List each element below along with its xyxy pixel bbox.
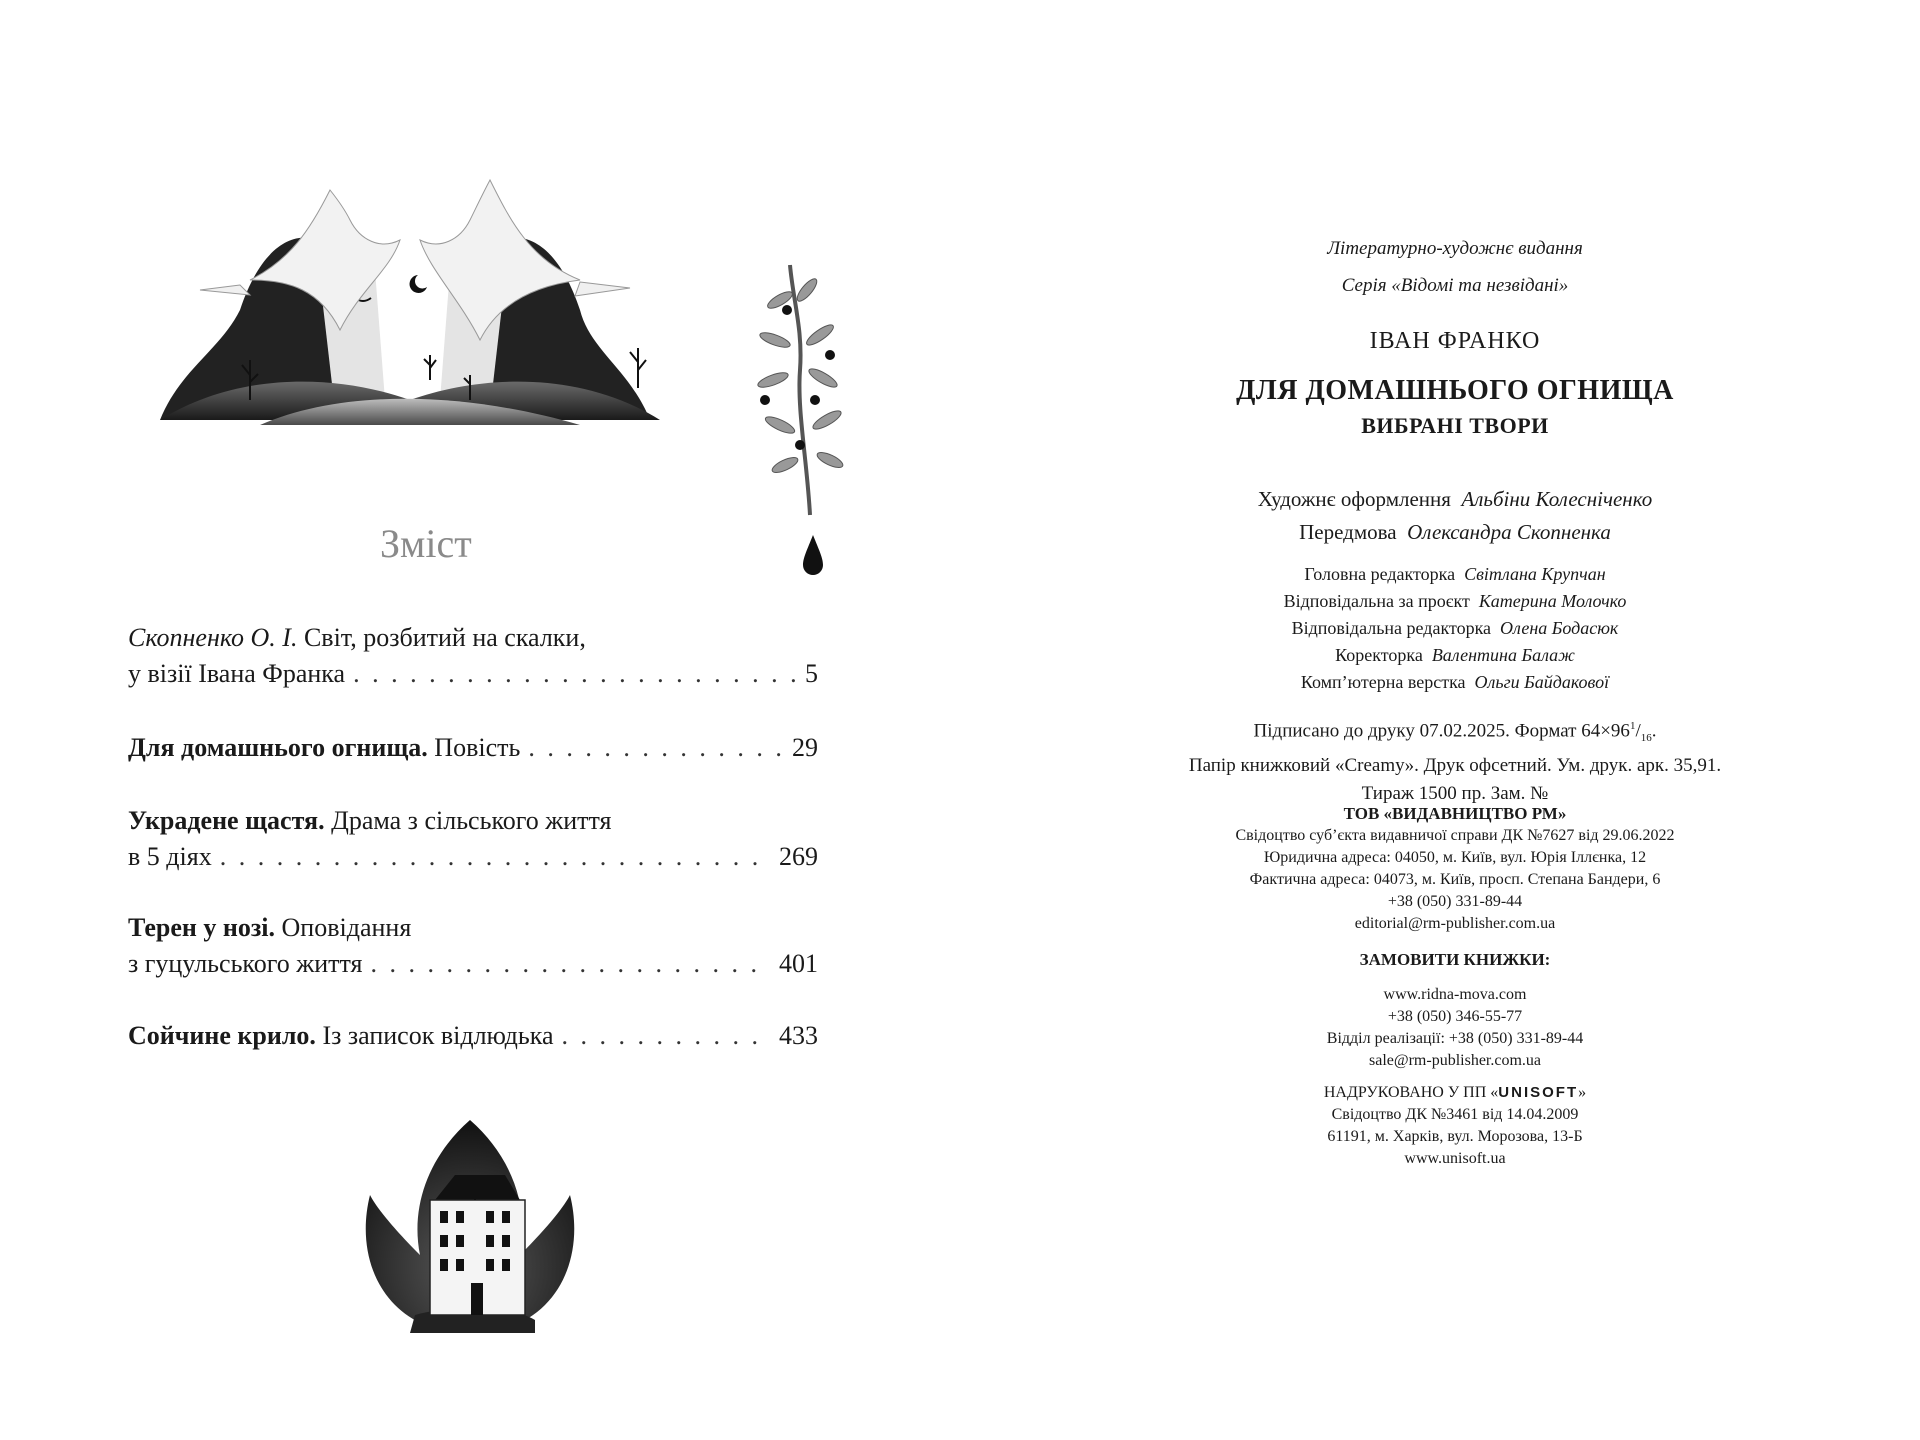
order-heading: ЗАМОВИТИ КНИЖКИ: xyxy=(1359,950,1551,969)
toc-entry-genre: Із записок відлюдька xyxy=(322,1021,554,1050)
toc-entry-title: Украдене щастя. xyxy=(128,806,325,835)
staff-line xyxy=(1075,642,1835,669)
foreword-name: Олександра Скопненка xyxy=(1407,520,1611,544)
figures-doves-illustration xyxy=(160,170,660,440)
toc-entry-genre: Повість xyxy=(434,733,521,762)
staff-line xyxy=(1075,615,1835,642)
leader-dots xyxy=(220,839,771,875)
publisher-line: Свідоцтво суб’єкта видавничої справи ДК №7627 від 29.06.2022 xyxy=(1235,827,1675,844)
toc-entry-genre: Драма з сільського життя xyxy=(331,806,612,835)
publisher-line: Юридична адреса: 04050, м. Київ, вул. Юрія Іллєнка, 12 xyxy=(1263,849,1647,866)
design-label: Художнє оформлення xyxy=(1257,487,1451,511)
foreword-label: Передмова xyxy=(1299,520,1397,544)
staff-role: Відповідальна за проєкт xyxy=(1283,591,1470,611)
leader-dots xyxy=(353,656,797,692)
order-block xyxy=(1075,984,1835,1072)
staff-name: Ольги Байдакової xyxy=(1474,672,1610,692)
toc-entry-genre-cont: з гуцульського життя xyxy=(128,949,363,978)
toc-entry xyxy=(128,1018,818,1054)
printer-line: 61191, м. Харків, вул. Морозова, 13-Б xyxy=(1327,1128,1583,1145)
staff-role: Комп’ютерна верстка xyxy=(1300,672,1466,692)
publisher-line: editorial@rm-publisher.com.ua xyxy=(1354,915,1556,932)
toc-entry-genre-cont: в 5 діях xyxy=(128,842,212,871)
print-line: Папір книжковий «Creamy». Друк офсетний. Ум. друк. арк. 35,91. xyxy=(1188,755,1722,777)
toc-entry-title: Терен у нозі. xyxy=(128,913,276,942)
toc-entry-title: Світ, розбитий на скалки, xyxy=(303,623,586,652)
printer-name: UNISOFT xyxy=(1498,1084,1579,1101)
toc-page-number: 29 xyxy=(792,733,818,762)
book-title: ДЛЯ ДОМАШНЬОГО ОГНИЩА xyxy=(1236,375,1674,406)
publisher-line: Фактична адреса: 04073, м. Київ, просп. Степана Бандери, 6 xyxy=(1249,871,1661,888)
leader-dots xyxy=(370,946,771,982)
format-denominator: 16 xyxy=(1640,732,1652,745)
toc-entry xyxy=(128,910,818,982)
contents-heading: Зміст xyxy=(380,521,472,566)
publisher-line: +38 (050) 331-89-44 xyxy=(1387,893,1523,910)
leader-dots xyxy=(562,1018,771,1054)
house-flame-illustration xyxy=(360,1115,580,1340)
foreword-credit xyxy=(1075,516,1835,549)
author-name: ІВАН ФРАНКО xyxy=(1369,328,1541,354)
order-line: sale@rm-publisher.com.ua xyxy=(1368,1052,1542,1069)
printer-line: www.unisoft.ua xyxy=(1404,1150,1506,1167)
printer-prefix: НАДРУКОВАНО У ПП « xyxy=(1323,1084,1499,1101)
print-details xyxy=(1075,712,1835,808)
print-line: Тираж 1500 пр. Зам. № xyxy=(1361,783,1549,805)
printer-line xyxy=(1075,1082,1835,1104)
toc-entry-title: Для домашнього огнища. xyxy=(128,733,428,762)
publisher-name: ТОВ «ВИДАВНИЦТВО РМ» xyxy=(1343,804,1567,823)
toc-entry-title-cont: у візії Івана Франка xyxy=(128,659,346,688)
staff-name: Катерина Молочко xyxy=(1478,591,1627,611)
staff-line xyxy=(1075,669,1835,696)
series-name: Серія «Відомі та незвідані» xyxy=(1341,275,1569,296)
order-line: Відділ реалізації: +38 (050) 331-89-44 xyxy=(1326,1030,1584,1047)
order-line: +38 (050) 346-55-77 xyxy=(1387,1008,1523,1025)
printer-suffix: » xyxy=(1578,1084,1587,1101)
staff-name: Валентина Балаж xyxy=(1431,645,1575,665)
toc-page-number: 401 xyxy=(779,949,818,978)
order-line: www.ridna-mova.com xyxy=(1383,986,1527,1003)
toc-page-number: 5 xyxy=(805,659,818,688)
print-signed-format: Підписано до друку 07.02.2025. Формат 64×96 xyxy=(1253,720,1630,742)
staff-line xyxy=(1075,561,1835,588)
toc-entry xyxy=(128,803,818,875)
printer-block xyxy=(1075,1082,1835,1170)
design-credit xyxy=(1075,483,1835,516)
toc-entry xyxy=(128,730,818,766)
staff-name: Олена Бодасюк xyxy=(1500,618,1619,638)
book-subtitle: ВИБРАНІ ТВОРИ xyxy=(1361,413,1549,438)
staff-role: Головна редакторка xyxy=(1304,564,1456,584)
format-numerator: 1 xyxy=(1629,720,1636,732)
toc-page-number: 433 xyxy=(779,1021,818,1050)
toc-page-number: 269 xyxy=(779,842,818,871)
toc-entry-author: Скопненко О. І. xyxy=(128,623,298,652)
staff-credits xyxy=(1075,561,1835,696)
staff-role: Відповідальна редакторка xyxy=(1291,618,1492,638)
design-name: Альбіни Колесніченко xyxy=(1461,487,1653,511)
leader-dots xyxy=(528,730,784,766)
print-line: Підписано до друку 07.02.2025. Формат $64\times 96^1/_{16}$. xyxy=(1253,720,1657,745)
edition-type: Літературно-художнє видання xyxy=(1327,238,1583,259)
publisher-block xyxy=(1075,803,1835,935)
staff-line xyxy=(1075,588,1835,615)
olive-branch-illustration xyxy=(745,260,855,580)
toc-entry-genre: Оповідання xyxy=(281,913,412,942)
printer-line: Свідоцтво ДК №3461 від 14.04.2009 xyxy=(1331,1106,1579,1123)
staff-role: Коректорка xyxy=(1335,645,1423,665)
staff-name: Світлана Крупчан xyxy=(1464,564,1606,584)
toc-entry xyxy=(128,620,818,692)
toc-entry-title: Сойчине крило. xyxy=(128,1021,316,1050)
